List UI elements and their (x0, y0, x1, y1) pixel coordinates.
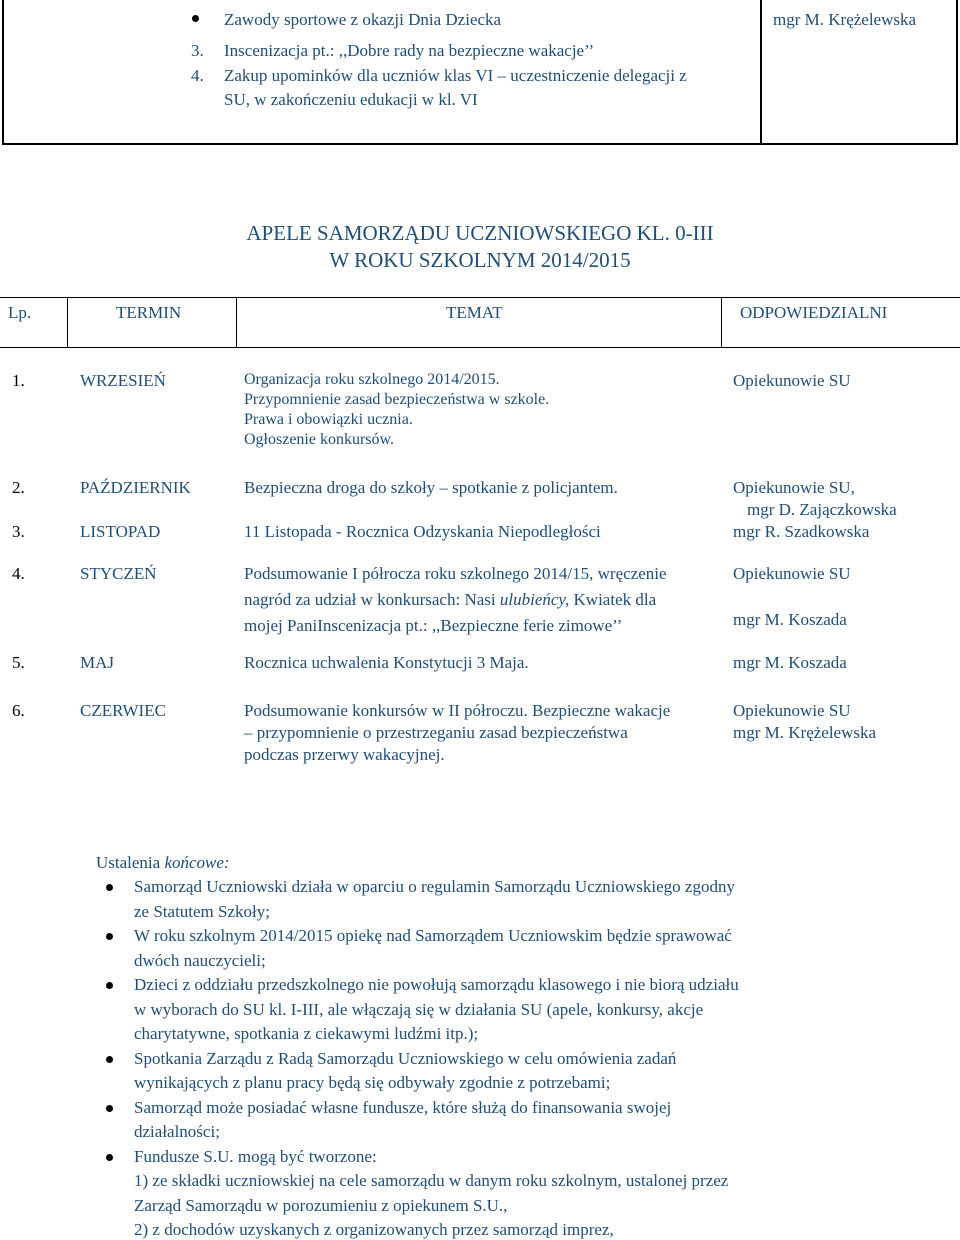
row-2-lp: 2. (12, 478, 25, 497)
row-4-temat-line-3: mojej PaniInscenizacja pt.: ,,Bezpieczne ferie zimowe’’ (244, 616, 623, 635)
row-5-lp: 5. (12, 653, 25, 672)
top-item-2-text: Inscenizacja pt.: ,,Dobre rady na bezpieczne wakacje’’ (224, 41, 595, 60)
row-6-temat-line: Podsumowanie konkursów w II półroczu. Bezpieczne wakacje (244, 701, 671, 720)
row-4-termin: STYCZEŃ (80, 564, 157, 583)
bullet-icon (192, 15, 199, 22)
summary-title (96, 852, 230, 873)
column-divider (721, 297, 722, 348)
summary-bullet-line: 2) z dochodów uzyskanych z organizowanych przez samorząd imprez, (134, 1220, 614, 1239)
column-header-termin: TERMIN (116, 303, 182, 322)
page-subtitle: W ROKU SZKOLNYM 2014/2015 (329, 248, 631, 272)
summary-bullet-line: wynikających z planu pracy będą się odbywały zgodnie z potrzebami; (134, 1073, 611, 1092)
row-4-odp: Opiekunowie SU (733, 564, 851, 583)
summary-bullet-line: Samorząd Uczniowski działa w oparciu o regulamin Samorządu Uczniowskiego zgodny (134, 877, 735, 896)
top-item-3-marker: 4. (191, 66, 204, 85)
row-1-odp: Opiekunowie SU (733, 371, 851, 390)
summary-bullet-line: działalności; (134, 1122, 220, 1141)
top-item-3-text-cont: SU, w zakończeniu edukacji w kl. VI (224, 90, 478, 109)
row-6-temat-line: podczas przerwy wakacyjnej. (244, 745, 445, 764)
bullet-icon (106, 884, 113, 891)
row-1-temat-line: Prawa i obowiązki ucznia. (244, 411, 413, 428)
bullet-icon (106, 1056, 113, 1063)
summary-bullet-line: ze Statutem Szkoły; (134, 901, 270, 921)
row-1-lp: 1. (12, 371, 25, 390)
summary-bullet-line: Fundusze S.U. mogą być tworzone: (134, 1146, 377, 1166)
summary-bullet-line: Zarząd Samorządu w porozumieniu z opiekunem S.U., (134, 1195, 508, 1215)
row-2-temat: Bezpieczna droga do szkoły – spotkanie z policjantem. (244, 478, 618, 497)
column-header-odpowiedzialni: ODPOWIEDZIALNI (740, 303, 888, 322)
summary-title-italic: końcowe: (164, 853, 230, 872)
summary-bullet-line: w wyborach do SU kl. I-III, ale włączają się w działania SU (apele, konkursy, akcje (134, 999, 704, 1019)
top-item-2-marker: 3. (191, 41, 204, 60)
row-1-termin: WRZESIEŃ (80, 371, 166, 390)
row-4-temat-line-2 (244, 589, 656, 610)
bullet-icon (106, 1105, 113, 1112)
top-item-3-text: Zakup upominków dla uczniów klas VI – uczestniczenie delegacji z (224, 66, 687, 85)
column-header-lp: Lp. (8, 303, 32, 322)
row-5-temat: Rocznica uchwalenia Konstytucji 3 Maja. (244, 653, 529, 672)
summary-bullet-line: dwóch nauczycieli; (134, 950, 266, 970)
summary-title-text: Ustalenia (96, 853, 165, 872)
row-5-odp: mgr M. Koszada (733, 653, 847, 672)
summary-bullet-line: charytatywne, spotkania z ciekawymi ludźmi itp.); (134, 1024, 479, 1043)
top-responsible: mgr M. Krężelewska (773, 10, 917, 29)
row-3-temat: 11 Listopada - Rocznica Odzyskania Niepodległości (244, 522, 601, 541)
row-6-odp-2: mgr M. Krężelewska (733, 723, 877, 742)
row-1-temat-line: Organizacja roku szkolnego 2014/2015. (244, 371, 500, 388)
summary-bullet-line: Spotkania Zarządu z Radą Samorządu Uczniowskiego w celu omówienia zadań (134, 1048, 677, 1068)
row-3-odp: mgr R. Szadkowska (733, 522, 870, 541)
row-4-temat-text: nagród za udział w konkursach: Nasi (244, 590, 500, 609)
column-divider (67, 297, 68, 348)
row-4-lp: 4. (12, 564, 25, 583)
table-header-border (0, 347, 960, 348)
page-title: APELE SAMORZĄDU UCZNIOWSKIEGO KL. 0-III (246, 221, 714, 245)
row-6-odp: Opiekunowie SU (733, 701, 851, 720)
row-6-temat-line: – przypomnienie o przestrzeganiu zasad bezpieczeństwa (244, 723, 628, 742)
row-6-termin: CZERWIEC (80, 701, 166, 720)
row-1-temat-line: Przypomnienie zasad bezpieczeństwa w szkole. (244, 391, 550, 408)
summary-bullet-line: Samorząd może posiadać własne fundusze, które służą do finansowania swojej (134, 1097, 672, 1117)
column-header-temat: TEMAT (446, 303, 503, 322)
row-1-temat-line: Ogłoszenie konkursów. (244, 431, 395, 448)
summary-bullet-line: 1) ze składki uczniowskiej na cele samorządu w danym roku szkolnym, ustalonej przez (134, 1171, 729, 1190)
bullet-icon (106, 933, 113, 940)
row-3-termin: LISTOPAD (80, 522, 161, 541)
row-4-temat-italic: ulubieńcy, (499, 590, 570, 609)
row-2-odp: Opiekunowie SU, (733, 478, 855, 497)
bullet-icon (106, 1154, 113, 1161)
row-6-lp: 6. (12, 701, 25, 720)
row-5-termin: MAJ (80, 653, 115, 672)
table-top-border (0, 297, 960, 298)
summary-bullet-line: W roku szkolnym 2014/2015 opiekę nad Samorządem Uczniowskim będzie sprawować (134, 926, 732, 945)
row-2-odp-2: mgr D. Zajączkowska (747, 500, 897, 519)
row-4-temat-text: Kwiatek dla (569, 590, 657, 609)
column-divider (236, 297, 237, 348)
bullet-icon (106, 982, 113, 989)
previous-table-divider (760, 0, 762, 145)
row-2-termin: PAŹDZIERNIK (80, 478, 191, 497)
row-4-odp-2: mgr M. Koszada (733, 610, 847, 629)
row-4-temat-line-1: Podsumowanie I półrocza roku szkolnego 2014/15, wręczenie (244, 564, 667, 583)
row-3-lp: 3. (12, 522, 25, 541)
summary-bullet-line: Dzieci z oddziału przedszkolnego nie powołują samorządu klasowego i nie biorą udziału (134, 975, 739, 994)
top-item-1-text: Zawody sportowe z okazji Dnia Dziecka (224, 10, 502, 29)
